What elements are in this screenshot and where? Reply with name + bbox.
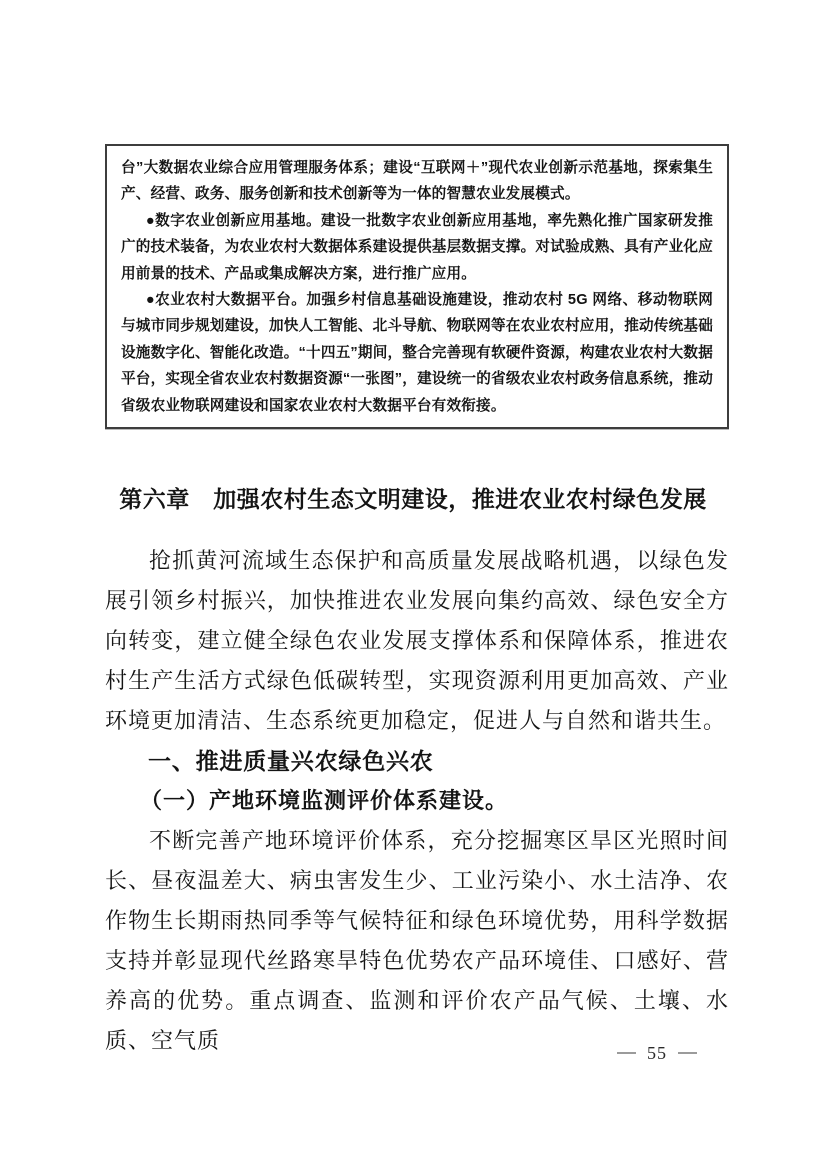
intro-paragraph: 抢抓黄河流域生态保护和高质量发展战略机遇，以绿色发展引领乡村振兴，加快推进农业发展向集约高效、绿色安全方向转变，建立健全绿色农业发展支撑体系和保障体系，推进农村生产生活方式绿色低碳转型，实现资源利用更加高效、产业环境更加清洁、生态系统更加稳定，促进人与自然和谐共生。 — [105, 548, 729, 733]
section-heading: 一、推进质量兴农绿色兴农 — [148, 748, 434, 774]
body-paragraph: 不断完善产地环境评价体系，充分挖掘寒区旱区光照时间长、昼夜温差大、病虫害发生少、工业污染小、水土洁净、农作物生长期雨热同季等气候特征和绿色环境优势，用科学数据支持并彰显现代丝路寒旱特色优势农产品环境佳、口感好、营养高的优势。重点调查、监测和评价农产品气候、土壤、水质、空气质 — [105, 828, 729, 1053]
page-number-rule-left — [617, 1052, 636, 1054]
page-number: 55 — [647, 1042, 667, 1063]
page-number-rule-right — [678, 1052, 697, 1054]
box-paragraph-continuation: 台”大数据农业综合应用管理服务体系；建设“互联网＋”现代农业创新示范基地，探索集生产、经营、政务、服务创新和技术创新等为一体的智慧农业发展模式。 — [121, 160, 713, 203]
box-paragraph-digital-agri-base: ●数字农业创新应用基地。建设一批数字农业创新应用基地，率先熟化推广国家研发推广的技术装备，为农业农村大数据体系建设提供基层数据支撑。对试验成熟、具有产业化应用前景的技术、产品或集成解决方案，进行推广应用。 — [121, 212, 713, 282]
body-content — [105, 541, 729, 1061]
chapter-heading: 第六章 加强农村生态文明建设，推进农业农村绿色发展 — [119, 486, 707, 512]
box-paragraph-big-data-platform: ●农业农村大数据平台。加强乡村信息基础设施建设，推动农村 5G 网络、移动物联网与城市同步规划建设，加快人工智能、北斗导航、物联网等在农业农村应用，推动传统基础设施数字化、智能化改造。“十四五”期间，整合完善现有软硬件资源，构建农业农村大数据平台，实现全省农业农村数据资源“一张图”，建设统一的省级农业农村政务信息系统，推动省级农业物联网建设和国家农业农村大数据平台有效衔接。 — [121, 292, 713, 414]
highlight-box — [105, 144, 729, 429]
page-footer — [599, 1043, 715, 1063]
subsection-heading: （一）产地环境监测评价体系建设。 — [140, 788, 509, 813]
